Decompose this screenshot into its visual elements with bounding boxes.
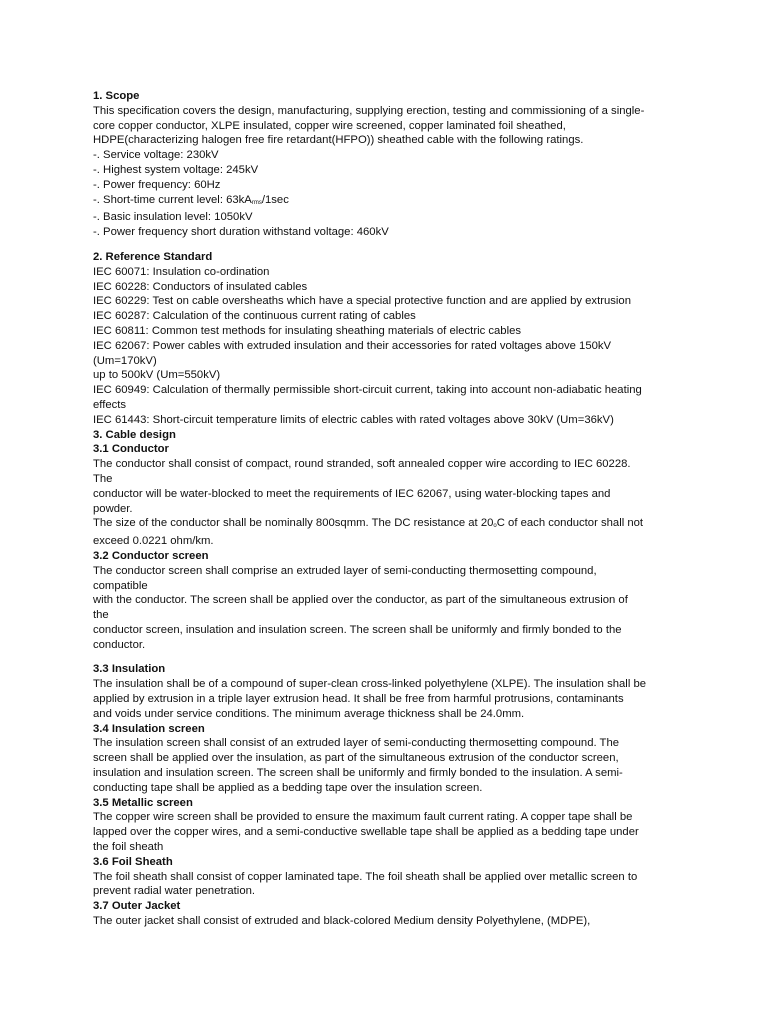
text-line-dc-resistance [93, 516, 683, 534]
text-line: conductor. [93, 638, 146, 651]
text-line: insulation and insulation screen. The screen shall be uniformly and firmly bonded to the insulation. A semi- [93, 767, 623, 780]
text-line: exceed 0.0221 ohm/km. [93, 535, 214, 548]
text-line: The insulation shall be of a compound of super-clean cross-linked polyethylene (XLPE). The insulation shall be [93, 678, 647, 691]
text-line: screen shall be applied over the insulation, as part of the simultaneous extrusion of the conductor screen, [93, 752, 619, 765]
reference-item: (Um=170kV) [93, 354, 157, 367]
subsection-heading-metallic-screen: 3.5 Metallic screen [93, 796, 193, 809]
reference-item: IEC 62067: Power cables with extruded insulation and their accessories for rated voltages above 150kV [93, 339, 612, 352]
text-line: The outer jacket shall consist of extruded and black-colored Medium density Polyethylene, (MDPE), [93, 915, 591, 928]
text-line: conductor screen, insulation and insulation screen. The screen shall be uniformly and firmly bonded to the [93, 623, 622, 636]
rating-short-time-current [93, 193, 683, 211]
text-line: The foil sheath shall consist of copper laminated tape. The foil sheath shall be applied over metallic screen to [93, 870, 638, 883]
section-heading-reference: 2. Reference Standard [93, 250, 213, 263]
section-heading-scope: 1. Scope [93, 90, 140, 102]
subsection-heading-outer-jacket: 3.7 Outer Jacket [93, 900, 181, 913]
rating-service-voltage: -. Service voltage: 230kV [93, 149, 219, 162]
text-line: compatible [93, 579, 148, 592]
subsection-heading-insulation: 3.3 Insulation [93, 663, 166, 676]
text-span: C of each conductor shall not [496, 517, 644, 530]
text-span: The size of the conductor shall be nominally 800sqmm. The DC resistance at 20 [93, 517, 494, 530]
subscript: o [493, 523, 497, 530]
text-line: The insulation screen shall consist of an extruded layer of semi-conducting thermosetting compound. The [93, 737, 620, 750]
text-line: the [93, 609, 109, 622]
text-line: The [93, 472, 113, 485]
text-line: The conductor screen shall comprise an extruded layer of semi-conducting thermosetting compound, [93, 564, 597, 577]
text-line: with the conductor. The screen shall be applied over the conductor, as part of the simultaneous extrusion of [93, 594, 628, 607]
text-line: powder. [93, 502, 133, 515]
section-heading-cable-design: 3. Cable design [93, 428, 176, 441]
text-line: and voids under service conditions. The minimum average thickness shall be 24.0mm. [93, 707, 525, 720]
rating-basic-insulation: -. Basic insulation level: 1050kV [93, 211, 253, 224]
text-line: prevent radial water penetration. [93, 885, 256, 898]
reference-item: IEC 60229: Test on cable oversheaths which have a special protective function and are applied by extrusion [93, 295, 631, 308]
text-line: The conductor shall consist of compact, round stranded, soft annealed copper wire according to IEC 60228. [93, 458, 631, 471]
text-line: conductor will be water-blocked to meet the requirements of IEC 62067, using water-blocking tapes and [93, 487, 611, 500]
document-page [93, 89, 683, 929]
reference-item: up to 500kV (Um=550kV) [93, 369, 221, 382]
subscript: rms [251, 199, 262, 206]
text-line: The copper wire screen shall be provided to ensure the maximum fault current rating. A copper tape shall be [93, 811, 633, 824]
text-line: core copper conductor, XLPE insulated, copper wire screened, copper laminated foil sheathed, [93, 119, 566, 132]
subsection-heading-conductor: 3.1 Conductor [93, 443, 169, 456]
rating-power-frequency: -. Power frequency: 60Hz [93, 178, 221, 191]
text-line: the foil sheath [93, 841, 164, 854]
subsection-heading-foil-sheath: 3.6 Foil Sheath [93, 855, 173, 868]
reference-item: IEC 61443: Short-circuit temperature limits of electric cables with rated voltages above 30kV (Um=36kV) [93, 413, 614, 426]
text-span: /1sec [261, 193, 289, 206]
reference-item: IEC 60071: Insulation co-ordination [93, 265, 270, 278]
reference-item: IEC 60287: Calculation of the continuous current rating of cables [93, 310, 416, 323]
text-line: HDPE(characterizing halogen free fire retardant(HFPO)) sheathed cable with the following ratings. [93, 134, 584, 147]
text-line: This specification covers the design, manufacturing, supplying erection, testing and commissioning of a single- [93, 104, 645, 117]
reference-item: IEC 60949: Calculation of thermally permissible short-circuit current, taking into account non-adiabatic heating [93, 384, 642, 397]
text-line: lapped over the copper wires, and a semi-conductive swellable tape shall be applied as a bedding tape under [93, 826, 639, 839]
subsection-heading-conductor-screen: 3.2 Conductor screen [93, 549, 209, 562]
reference-item: effects [93, 398, 127, 411]
rating-withstand-voltage: -. Power frequency short duration withstand voltage: 460kV [93, 226, 389, 239]
subsection-heading-insulation-screen: 3.4 Insulation screen [93, 722, 205, 735]
reference-item: IEC 60228: Conductors of insulated cables [93, 280, 308, 293]
reference-item: IEC 60811: Common test methods for insulating sheathing materials of electric cables [93, 324, 522, 337]
text-span: -. Short-time current level: 63kA [93, 193, 252, 206]
text-line: applied by extrusion in a triple layer extrusion head. It shall be free from harmful protrusions, contaminants [93, 693, 624, 706]
rating-highest-voltage: -. Highest system voltage: 245kV [93, 163, 259, 176]
text-line: conducting tape shall be applied as a bedding tape over the insulation screen. [93, 781, 483, 794]
